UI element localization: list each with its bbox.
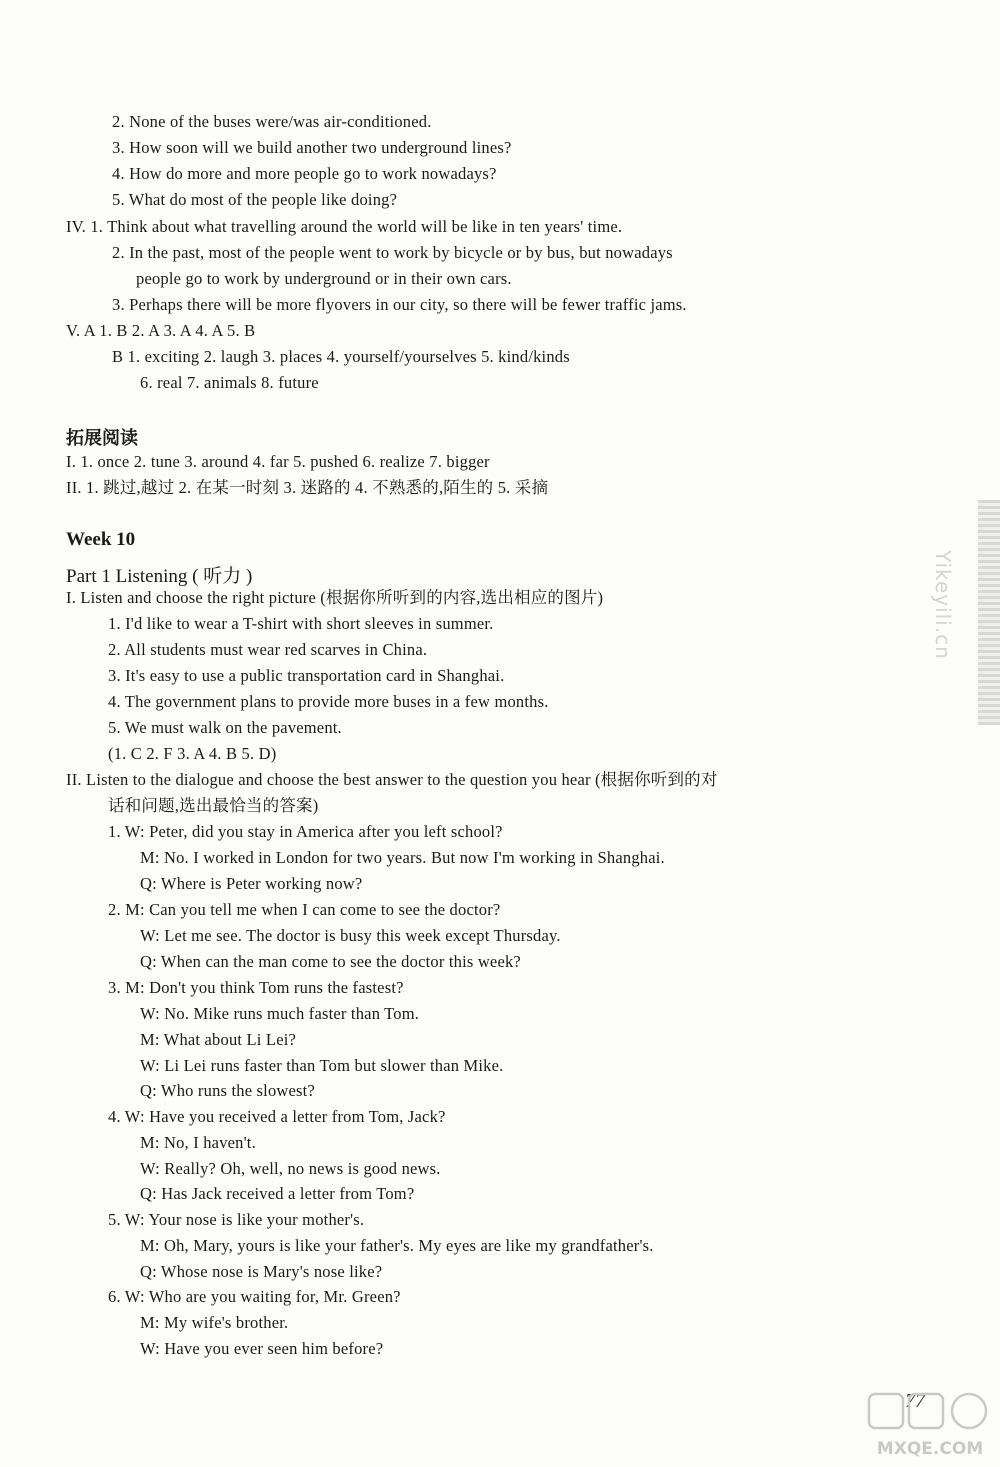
- watermark-text: Yikeyili.cn: [931, 550, 955, 660]
- text-line: Q: Whose nose is Mary's nose like?: [140, 1262, 383, 1281]
- text-line: 2. None of the buses were/was air-conditioned.: [112, 112, 432, 131]
- text-line: 1. I'd like to wear a T-shirt with short sleeves in summer.: [108, 614, 494, 633]
- text-line: W: No. Mike runs much faster than Tom.: [140, 1004, 420, 1023]
- text-line: 6. real 7. animals 8. future: [140, 373, 319, 392]
- text-line: 5. What do most of the people like doing?: [112, 190, 398, 209]
- text-line: 话和问题,选出最恰当的答案): [108, 796, 319, 815]
- text-line: 3. How soon will we build another two underground lines?: [112, 138, 512, 157]
- page-edge-strip: [978, 500, 1000, 725]
- text-line: 3. It's easy to use a public transportation card in Shanghai.: [108, 666, 505, 685]
- text-line: 2. In the past, most of the people went to work by bicycle or by bus, but nowadays: [112, 243, 673, 262]
- page-number: 77: [905, 1390, 925, 1412]
- text-line: 4. The government plans to provide more buses in a few months.: [108, 692, 549, 711]
- text-line: 3. Perhaps there will be more flyovers in our city, so there will be fewer traffic jams.: [112, 295, 687, 314]
- text-line: 4. W: Have you received a letter from Tom, Jack?: [108, 1107, 446, 1126]
- text-line: 5. W: Your nose is like your mother's.: [108, 1210, 365, 1229]
- text-line: W: Let me see. The doctor is busy this week except Thursday.: [140, 926, 561, 945]
- text-line: Q: When can the man come to see the doctor this week?: [140, 952, 521, 971]
- text-line: 2. All students must wear red scarves in China.: [108, 640, 428, 659]
- text-line: Q: Where is Peter working now?: [140, 874, 363, 893]
- text-line: 1. W: Peter, did you stay in America after you left school?: [108, 822, 503, 841]
- text-line: M: What about Li Lei?: [140, 1030, 297, 1049]
- text-line: M: No, I haven't.: [140, 1133, 256, 1152]
- section-heading-extended-reading: 拓展阅读: [66, 428, 138, 449]
- text-line: B 1. exciting 2. laugh 3. places 4. yourself/yourselves 5. kind/kinds: [112, 347, 570, 366]
- text-line: II. Listen to the dialogue and choose the best answer to the question you hear (根据你听到的对: [66, 770, 718, 789]
- text-line: 4. How do more and more people go to work nowadays?: [112, 164, 497, 183]
- text-line: II. 1. 跳过,越过 2. 在某一时刻 3. 迷路的 4. 不熟悉的,陌生的 5. 采摘: [66, 478, 549, 497]
- text-line: W: Have you ever seen him before?: [140, 1339, 384, 1358]
- text-line: people go to work by underground or in their own cars.: [136, 269, 512, 288]
- text-line: M: My wife's brother.: [140, 1313, 289, 1332]
- text-line: M: Oh, Mary, yours is like your father's. My eyes are like my grandfather's.: [140, 1236, 654, 1255]
- text-line: I. Listen and choose the right picture (根据你所听到的内容,选出相应的图片): [66, 588, 604, 607]
- text-line: (1. C 2. F 3. A 4. B 5. D): [108, 744, 277, 763]
- site-logo-icon: [865, 1388, 995, 1463]
- text-line: 3. M: Don't you think Tom runs the fastest?: [108, 978, 404, 997]
- text-line: W: Really? Oh, well, no news is good news.: [140, 1159, 441, 1178]
- text-line: 5. We must walk on the pavement.: [108, 718, 342, 737]
- week-title: Week 10: [66, 529, 136, 550]
- logo-domain: MXQE.COM: [876, 1439, 984, 1459]
- text-line: 2. M: Can you tell me when I can come to see the doctor?: [108, 900, 501, 919]
- part-title: Part 1 Listening ( 听力 ): [66, 566, 253, 587]
- text-line: IV. 1. Think about what travelling around the world will be like in ten years' time.: [66, 217, 623, 236]
- text-line: Q: Who runs the slowest?: [140, 1081, 315, 1100]
- text-line: I. 1. once 2. tune 3. around 4. far 5. pushed 6. realize 7. bigger: [66, 452, 490, 471]
- text-line: 6. W: Who are you waiting for, Mr. Green?: [108, 1287, 401, 1306]
- text-line: W: Li Lei runs faster than Tom but slower than Mike.: [140, 1056, 504, 1075]
- text-line: M: No. I worked in London for two years. But now I'm working in Shanghai.: [140, 848, 665, 867]
- text-line: V. A 1. B 2. A 3. A 4. A 5. B: [66, 321, 256, 340]
- text-line: Q: Has Jack received a letter from Tom?: [140, 1184, 415, 1203]
